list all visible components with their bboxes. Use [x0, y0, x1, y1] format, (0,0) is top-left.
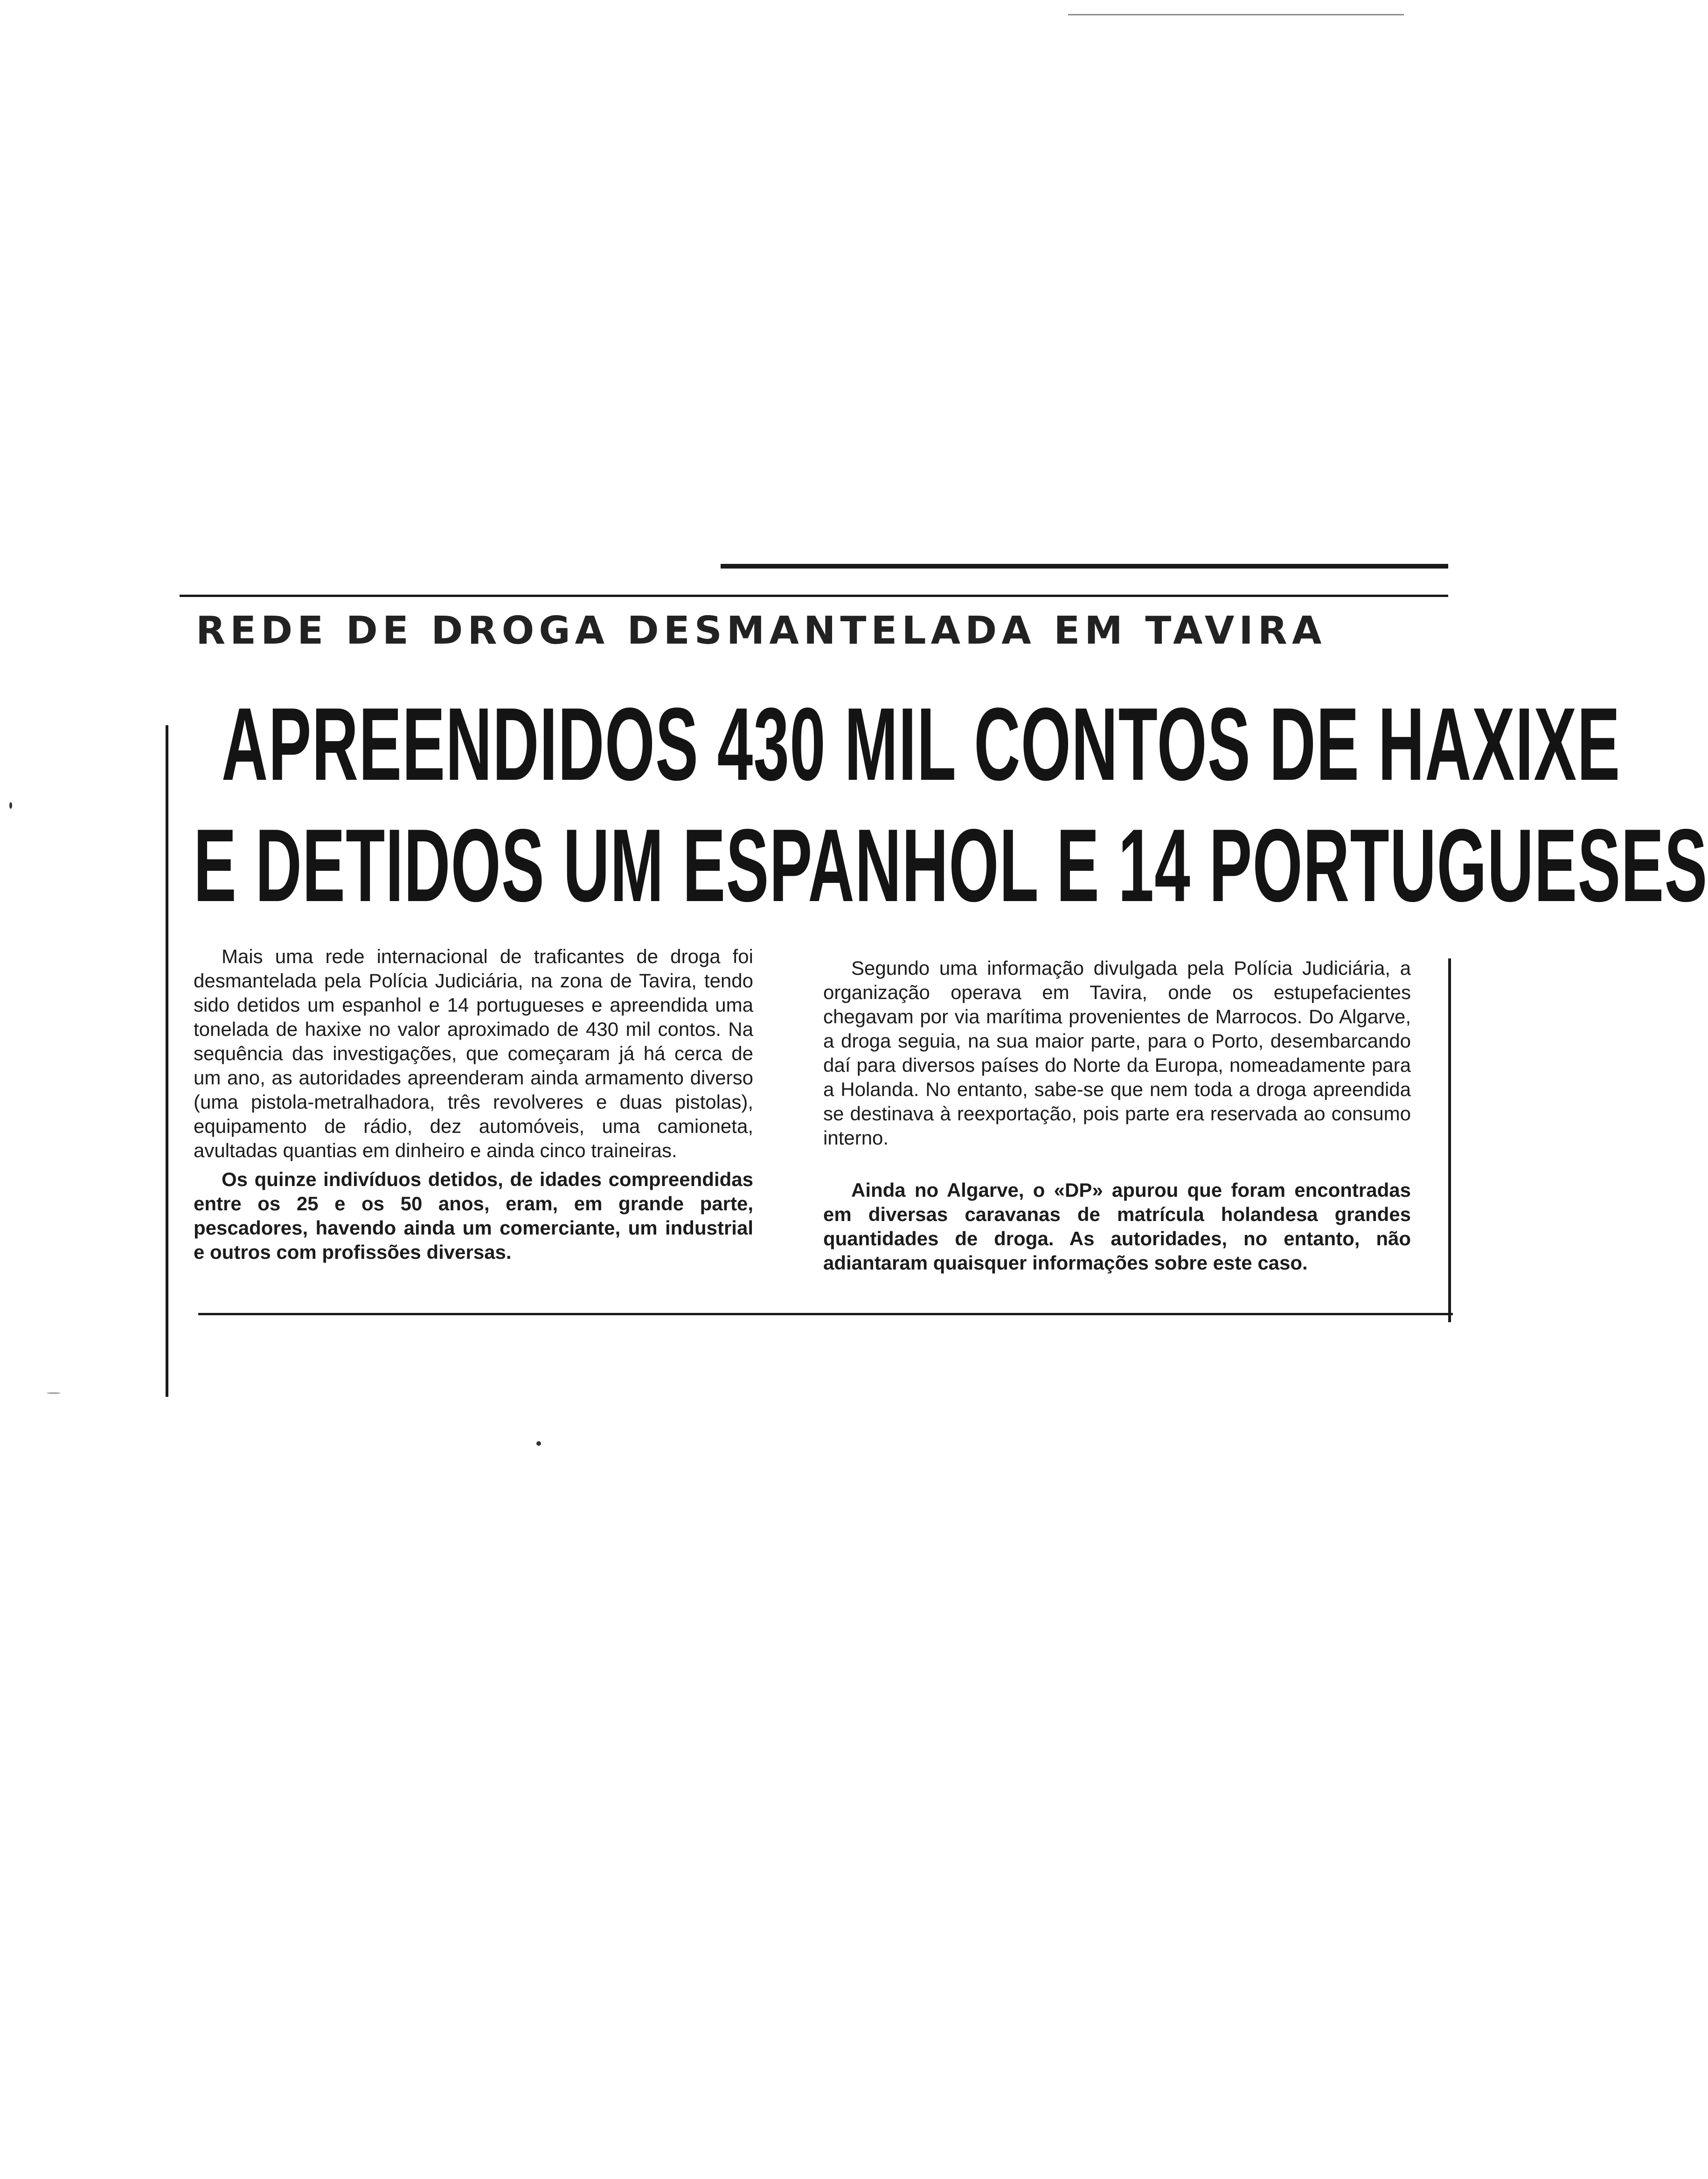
headline-line-1: APREENDIDOS 430 MIL CONTOS DE HAXIXE: [222, 687, 1621, 802]
right-paragraph-2: Ainda no Algarve, o «DP» apurou que foram encontradas em diversas caravanas de matrícula holandesa grandes quantidades de droga. As autoridades, no entanto, não adiantaram quaisquer informações sobre este caso.: [823, 1179, 1411, 1274]
left-paragraph-1: Mais uma rede internacional de traficantes de droga foi desmantelada pela Polícia Judiciária, na zona de Tavira, tendo sido detidos um espanhol e 14 portugueses e apreendida uma tonelada de haxixe no valor aproximado de 430 mil contos. Na sequência das investigações, que começaram já há cerca de um ano, as autoridades apreenderam ainda armamento diverso (uma pistola-metralhadora, três revolveres e duas pistolas), equipamento de rádio, dez automóveis, uma camioneta, avultadas quantias em dinheiro e ainda cinco traineiras.: [194, 945, 753, 1161]
left-column: [194, 944, 753, 1275]
left-edge-rule: [166, 725, 168, 1397]
left-paragraph-2: Os quinze indivíduos detidos, de idades compreendidas entre os 25 e os 50 anos, eram, em grande parte, pescadores, havendo ainda um comerciante, um industrial e outros com profissões diversas.: [194, 1168, 753, 1263]
top-rule-thin: [180, 595, 1448, 597]
scan-speck: [536, 1441, 541, 1446]
scan-speck: [47, 1392, 61, 1394]
newspaper-clipping: [166, 557, 1708, 1332]
scan-line-top-right: [1068, 14, 1404, 15]
bottom-rule: [198, 1313, 1453, 1315]
right-column: [823, 956, 1411, 1285]
right-edge-rule: [1448, 958, 1451, 1322]
right-paragraph-1: Segundo uma informação divulgada pela Polícia Judiciária, a organização operava em Tavira, onde os estupefacientes chegavam por via marítima provenientes de Marrocos. Do Algarve, a droga seguia, na sua maior parte, para o Porto, desembarcando daí para diversos países do Norte da Europa, nomeadamente para a Holanda. No entanto, sabe-se que nem toda a droga apreendida se destinava à reexportação, pois parte era reservada ao consumo interno.: [823, 957, 1411, 1149]
kicker-headline: REDE DE DROGA DESMANTELADA EM TAVIRA: [196, 609, 1326, 653]
top-rule-thick: [721, 564, 1448, 569]
scan-speck: [9, 802, 12, 809]
headline-line-2: E DETIDOS UM ESPANHOL E 14 PORTUGUESES: [194, 808, 1708, 923]
